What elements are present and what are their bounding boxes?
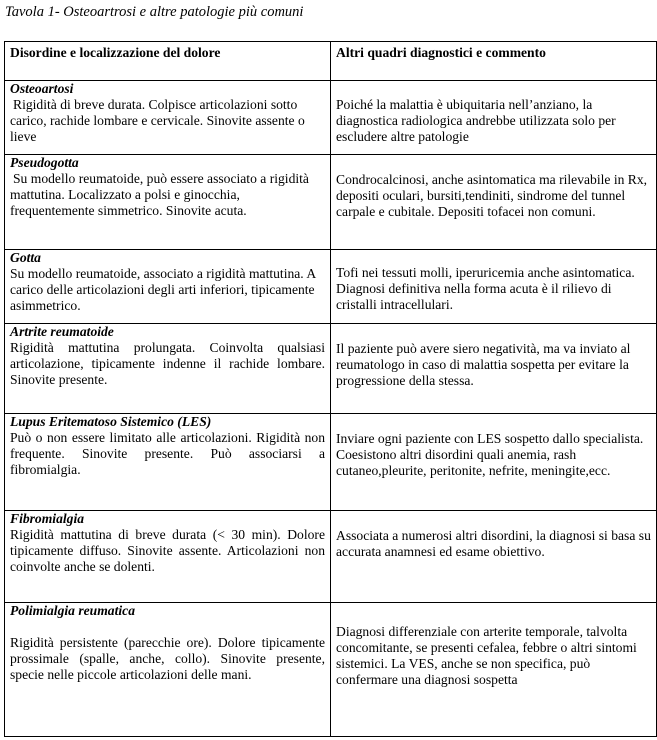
disorder-description: Rigidità mattutina di breve durata (< 30 min). Dolore tipicamente diffuso. Sinovite assente. Articolazioni non coinvolte anche se dolenti.	[10, 527, 325, 574]
disorder-cell	[5, 603, 331, 737]
disorder-description: Su modello reumatoide, associato a rigidità mattutina. A carico delle articolazioni degli arti inferiori, tipicamente asimmetrico.	[10, 266, 316, 313]
disorder-description: Rigidità persistente (parecchie ore). Dolore tipicamente prossimale (spalle, anche, collo). Sinovite presente, specie nelle piccole articolazioni delle mani.	[10, 635, 325, 682]
disorder-name: Gotta	[10, 250, 41, 265]
pathology-table	[4, 41, 657, 737]
header-cell-comment	[331, 42, 657, 81]
comment-text: Il paziente può avere siero negatività, ma va inviato al reumatologo in caso di malattia sospetta per evitare la progressione della stessa.	[336, 341, 631, 388]
disorder-cell	[5, 81, 331, 155]
disorder-name: Pseudogotta	[10, 155, 79, 170]
table-row	[5, 603, 657, 737]
disorder-cell	[5, 414, 331, 511]
comment-cell	[331, 603, 657, 737]
comment-text: Associata a numerosi altri disordini, la diagnosi si basa su accurata anamnesi ed esame obiettivo.	[336, 528, 651, 559]
header-cell-disorder	[5, 42, 331, 81]
disorder-description: Può o non essere limitato alle articolazioni. Rigidità non frequente. Sinovite presente. Può associarsi a fibromialgia.	[10, 430, 325, 477]
disorder-name: Artrite reumatoide	[10, 324, 114, 339]
header-disorder: Disordine e localizzazione del dolore	[10, 45, 221, 60]
disorder-cell	[5, 511, 331, 603]
comment-cell	[331, 324, 657, 414]
disorder-cell	[5, 324, 331, 414]
disorder-name: Fibromialgia	[10, 511, 85, 526]
disorder-description: Su modello reumatoide, può essere associato a rigidità mattutina. Localizzato a polsi e ginocchia, frequentemente simmetrico. Sinovite acuta.	[10, 171, 309, 218]
comment-text: Diagnosi differenziale con arterite temporale, talvolta concomitante, se presenti cefalea, febbre o altri sintomi sistemici. La VES, anche se non specifica, può confermare una diagnosi sospetta	[336, 624, 637, 687]
disorder-description: Rigidità di breve durata. Colpisce articolazioni sotto carico, rachide lombare e cervicale. Sinovite assente o lieve	[10, 97, 305, 144]
disorder-name: Lupus Eritematoso Sistemico (LES)	[10, 414, 212, 429]
table-row	[5, 414, 657, 511]
disorder-cell	[5, 250, 331, 324]
comment-cell	[331, 414, 657, 511]
comment-cell	[331, 511, 657, 603]
comment-text: Poiché la malattia è ubiquitaria nell’anziano, la diagnostica radiologica andrebbe utilizzata solo per escludere altre patologie	[336, 97, 616, 144]
table-header-row	[5, 42, 657, 81]
comment-text: Tofi nei tessuti molli, iperuricemia anche asintomatica. Diagnosi definitiva nella forma acuta è il rilievo di cristalli intracellulari.	[336, 265, 635, 312]
header-comment: Altri quadri diagnostici e commento	[336, 45, 546, 60]
table-row	[5, 250, 657, 324]
table-row	[5, 155, 657, 250]
comment-cell	[331, 81, 657, 155]
comment-text: Condrocalcinosi, anche asintomatica ma rilevabile in Rx, depositi oculari, bursiti,tendiniti, sindrome del tunnel carpale e cubitale. Depositi tofacei non comuni.	[336, 172, 648, 219]
comment-cell	[331, 155, 657, 250]
table-row	[5, 511, 657, 603]
disorder-cell	[5, 155, 331, 250]
disorder-name: Polimialgia reumatica	[10, 603, 135, 618]
comment-cell	[331, 250, 657, 324]
table-caption: Tavola 1- Osteoartrosi e altre patologie più comuni	[5, 4, 304, 20]
table-row	[5, 81, 657, 155]
disorder-name: Osteoartosi	[10, 81, 74, 96]
disorder-description: Rigidità mattutina prolungata. Coinvolta qualsiasi articolazione, tipicamente indenne il rachide lombare. Sinovite presente.	[10, 340, 325, 387]
table-row	[5, 324, 657, 414]
comment-text: Inviare ogni paziente con LES sospetto dallo specialista. Coesistono altri disordini quali anemia, rash cutaneo,pleurite, peritonite, nefrite, meningite,ecc.	[336, 431, 644, 478]
